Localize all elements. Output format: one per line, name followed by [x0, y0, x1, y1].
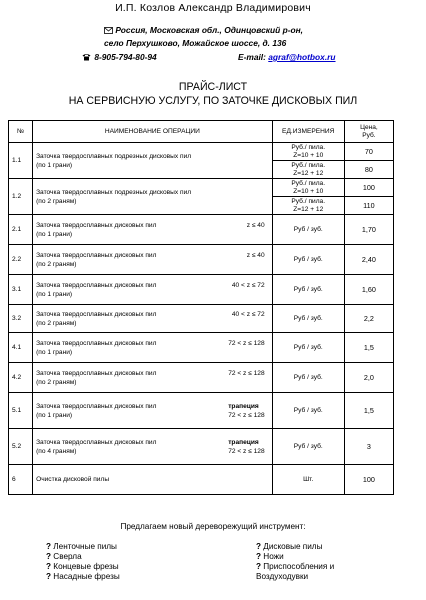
- row-price: 70: [344, 143, 393, 161]
- unit-line-2: Z=12 + 12: [293, 205, 324, 213]
- row-price: 1,60: [344, 275, 393, 305]
- row-unit: [272, 197, 344, 215]
- price-table: [8, 120, 394, 495]
- row-unit: [272, 179, 344, 197]
- list-item: [256, 562, 334, 572]
- table-row: [9, 275, 394, 305]
- title-line-1: ПРАЙС-ЛИСТ: [178, 81, 248, 93]
- list-item-label: Дисковые пилы: [263, 542, 323, 551]
- table-row: [9, 245, 394, 275]
- row-condition: 72 < z ≤ 128: [228, 339, 265, 347]
- table-row: [9, 465, 394, 495]
- header-unit: ЕД.ИЗМЕРЕНИЯ: [272, 121, 344, 143]
- row-condition: 72 < z ≤ 128: [228, 369, 265, 377]
- row-name: [33, 179, 273, 215]
- document-title: [0, 80, 426, 108]
- row-condition: 72 < z ≤ 128: [228, 447, 265, 455]
- row-name-line-2: (по 1 грани): [36, 348, 73, 356]
- envelope-icon: [104, 25, 115, 35]
- offer-title: Предлагаем новый дереворежущий инструмент:: [120, 522, 306, 531]
- table-row: [9, 429, 394, 465]
- row-name-line-1: Заточка твердосплавных подрезных дисковых пил: [36, 188, 192, 196]
- row-name: [33, 393, 273, 429]
- row-name: [33, 143, 273, 179]
- row-condition-shape: трапеция: [228, 402, 259, 410]
- header-price-l1: Цена,: [360, 123, 378, 131]
- row-price: 1,5: [344, 333, 393, 363]
- list-item-label: Сверла: [53, 552, 82, 561]
- row-name-line-1: Заточка твердосплавных дисковых пил: [36, 369, 157, 377]
- row-num: 4.2: [9, 363, 33, 393]
- unit-line-2: Z=10 + 10: [293, 151, 324, 159]
- row-price: 1,5: [344, 393, 393, 429]
- row-num: 5.1: [9, 393, 33, 429]
- row-price: 110: [344, 197, 393, 215]
- bullet-icon: ?: [46, 562, 52, 571]
- row-condition: z ≤ 40: [246, 251, 265, 259]
- row-price: 2,2: [344, 305, 393, 333]
- list-item: [46, 542, 120, 552]
- list-item-label: Ленточные пилы: [53, 542, 117, 551]
- row-name-line-1: Заточка твердосплавных дисковых пил: [36, 339, 157, 347]
- list-item-label: Концевые фрезы: [53, 562, 119, 571]
- row-num: 2.1: [9, 215, 33, 245]
- row-name-line-1: Заточка твердосплавных подрезных дисковых пил: [36, 152, 192, 160]
- row-unit: [272, 161, 344, 179]
- company-name: И.П. Козлов Александр Владимирович: [115, 2, 311, 14]
- header-price: [344, 121, 393, 143]
- row-unit: Руб / зуб.: [272, 305, 344, 333]
- bullet-icon: ?: [46, 542, 52, 551]
- row-unit: Руб / зуб.: [272, 363, 344, 393]
- row-name: [33, 245, 273, 275]
- table-row: [9, 363, 394, 393]
- row-unit: Шт.: [272, 465, 344, 495]
- row-name-line-1: Заточка твердосплавных дисковых пил: [36, 310, 157, 318]
- header-price-l2: Руб.: [362, 131, 376, 139]
- bullet-icon: ?: [256, 562, 262, 571]
- row-name-line-1: Заточка твердосплавных дисковых пил: [36, 221, 157, 229]
- row-num: 4.1: [9, 333, 33, 363]
- row-unit: Руб / зуб.: [272, 333, 344, 363]
- list-item-label: Приспособления и: [263, 562, 335, 571]
- unit-line-2: Z=12 + 12: [293, 169, 324, 177]
- table-row: [9, 333, 394, 363]
- row-name-line-2: (по 2 граням): [36, 378, 77, 386]
- row-num: 1.1: [9, 143, 33, 179]
- table-row: [9, 305, 394, 333]
- table-row: [9, 215, 394, 245]
- row-unit: Руб / зуб.: [272, 245, 344, 275]
- list-item: [256, 572, 334, 582]
- row-name: [33, 363, 273, 393]
- unit-line-2: Z=10 + 10: [293, 187, 324, 195]
- row-num: 1.2: [9, 179, 33, 215]
- row-name-line-2: (по 2 граням): [36, 260, 77, 268]
- row-name: [33, 275, 273, 305]
- unit-line-1: Руб./ пила.: [291, 197, 326, 205]
- row-name-line-2: (по 1 грани): [36, 411, 73, 419]
- email-link[interactable]: agraf@hotbox.ru: [268, 52, 336, 62]
- row-condition: 40 < z ≤ 72: [231, 310, 265, 318]
- unit-line-1: Руб./ пила.: [291, 161, 326, 169]
- row-price: 100: [344, 179, 393, 197]
- address-line-1: Россия, Московская обл., Одинцовский р-он,: [115, 25, 303, 35]
- row-name: Очистка дисковой пилы: [33, 465, 273, 495]
- row-condition: 72 < z ≤ 128: [228, 411, 265, 419]
- table-row: [9, 393, 394, 429]
- row-price: 80: [344, 161, 393, 179]
- list-item: [256, 542, 334, 552]
- phone-icon: [82, 52, 92, 62]
- list-item-label: Насадные фрезы: [53, 572, 120, 581]
- row-name: [33, 215, 273, 245]
- row-unit: Руб / зуб.: [272, 275, 344, 305]
- row-price: 2,40: [344, 245, 393, 275]
- offer-list-right: [256, 542, 334, 582]
- header-num: №: [9, 121, 33, 143]
- header-name: НАИМЕНОВАНИЕ ОПЕРАЦИИ: [33, 121, 273, 143]
- row-num: 3.1: [9, 275, 33, 305]
- contact-line: [82, 52, 412, 62]
- row-price: 1,70: [344, 215, 393, 245]
- row-name-line-1: Заточка твердосплавных дисковых пил: [36, 251, 157, 259]
- row-name-line-2: (по 2 граням): [36, 197, 77, 205]
- row-name-line-1: Заточка твердосплавных дисковых пил: [36, 402, 157, 410]
- list-item-label: Воздуходувки: [256, 572, 309, 581]
- table-header-row: [9, 121, 394, 143]
- table-row: [9, 143, 394, 161]
- bullet-icon: ?: [46, 572, 52, 581]
- row-price: 2,0: [344, 363, 393, 393]
- row-condition: 40 < z ≤ 72: [231, 281, 265, 289]
- row-name: [33, 305, 273, 333]
- unit-line-1: Руб./ пила.: [291, 179, 326, 187]
- list-item: [46, 552, 120, 562]
- email-label: E-mail:: [238, 52, 266, 62]
- row-name: [33, 429, 273, 465]
- address-line-2: село Перхушково, Можайское шоссе, д. 136: [104, 37, 287, 48]
- row-name-line-2: (по 4 граням): [36, 447, 77, 455]
- list-item: [256, 552, 334, 562]
- row-condition: z ≤ 40: [246, 221, 265, 229]
- table-row: [9, 179, 394, 197]
- row-num: 5.2: [9, 429, 33, 465]
- row-num: 6: [9, 465, 33, 495]
- row-name-line-1: Заточка твердосплавных дисковых пил: [36, 281, 157, 289]
- row-name-line-2: (по 1 грани): [36, 290, 73, 298]
- row-price: 100: [344, 465, 393, 495]
- row-unit: Руб / зуб.: [272, 393, 344, 429]
- row-unit: [272, 143, 344, 161]
- unit-line-1: Руб./ пила.: [291, 143, 326, 151]
- phone-number: 8-905-794-80-94: [94, 52, 157, 62]
- bullet-icon: ?: [256, 542, 262, 551]
- title-line-2: НА СЕРВИСНУЮ УСЛУГУ, ПО ЗАТОЧКЕ ДИСКОВЫХ ПИЛ: [68, 95, 358, 107]
- row-unit: Руб / зуб.: [272, 429, 344, 465]
- list-item: [46, 562, 120, 572]
- list-item: [46, 572, 120, 582]
- bullet-icon: ?: [256, 552, 262, 561]
- row-name-line-2: (по 2 граням): [36, 319, 77, 327]
- address-block: [104, 24, 424, 49]
- list-item-label: Ножи: [263, 552, 284, 561]
- offer-list-left: [46, 542, 120, 582]
- row-num: 3.2: [9, 305, 33, 333]
- row-name-line-2: (по 1 грани): [36, 161, 73, 169]
- row-name: [33, 333, 273, 363]
- bullet-icon: ?: [46, 552, 52, 561]
- row-unit: Руб / зуб.: [272, 215, 344, 245]
- row-price: 3: [344, 429, 393, 465]
- row-name-line-2: (по 1 грани): [36, 230, 73, 238]
- row-condition-shape: трапеция: [228, 438, 259, 446]
- row-num: 2.2: [9, 245, 33, 275]
- row-name-line-1: Заточка твердосплавных дисковых пил: [36, 438, 157, 446]
